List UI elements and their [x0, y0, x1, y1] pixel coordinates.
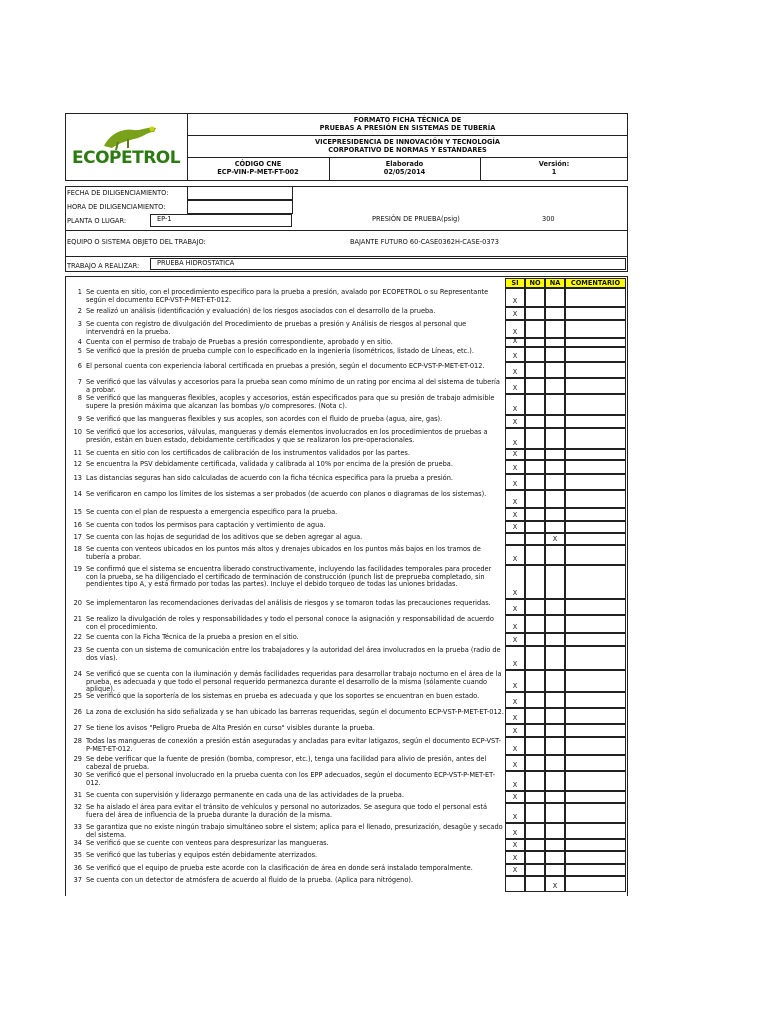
presion-value: 300: [542, 215, 555, 223]
comment-cell[interactable]: [565, 755, 626, 771]
checkbox-no[interactable]: [525, 460, 545, 474]
form-title-line1: FORMATO FICHA TÉCNICA DE: [353, 116, 462, 124]
checkbox-na[interactable]: [545, 307, 565, 320]
department-line2: CORPORATIVO DE NORMAS Y ESTÁNDARES: [328, 146, 487, 154]
checkbox-no[interactable]: [525, 755, 545, 771]
logo-wordmark: ECOPETROL: [72, 148, 181, 168]
check-mark-si: X: [512, 555, 518, 563]
checkbox-na[interactable]: [545, 708, 565, 724]
comment-cell[interactable]: [565, 288, 626, 307]
comment-cell[interactable]: [565, 599, 626, 615]
item-number: 23: [73, 646, 82, 654]
column-header-si: SI: [505, 278, 525, 288]
check-mark-si: X: [512, 698, 518, 706]
check-mark-si: X: [512, 297, 518, 305]
comment-cell[interactable]: [565, 521, 626, 533]
planta-value: EP-1: [157, 215, 172, 223]
item-text: Se verificó que el personal involucrado en la prueba cuenta con los EPP adecuados, según el documento ECP-VST-P-MET-ET-012.: [86, 771, 495, 787]
column-header-comentario: COMENTARIO: [565, 278, 626, 288]
column-header-na: NA: [545, 278, 565, 288]
item-number: 22: [73, 633, 82, 641]
checkbox-no[interactable]: [525, 851, 545, 864]
check-mark-si: X: [512, 464, 518, 472]
checkbox-na[interactable]: [545, 362, 565, 378]
comment-cell[interactable]: [565, 771, 626, 791]
checkbox-na[interactable]: [545, 803, 565, 823]
checkbox-na[interactable]: [545, 490, 565, 508]
checkbox-no[interactable]: [525, 378, 545, 394]
elaborado-label: Elaborado: [385, 160, 424, 168]
comment-cell[interactable]: [565, 633, 626, 646]
comment-cell[interactable]: [565, 864, 626, 876]
checkbox-na[interactable]: [545, 839, 565, 851]
checkbox-na[interactable]: [545, 692, 565, 708]
checkbox-na[interactable]: [545, 771, 565, 791]
item-text: La zona de exclusión ha sido señalizada y se han ubicado las barreras requeridas, según el documento ECP-VST-P-MET-ET-012.: [86, 708, 504, 716]
item-number: 32: [73, 803, 82, 811]
check-mark-si: X: [512, 337, 518, 345]
checkbox-na[interactable]: [545, 599, 565, 615]
checkbox-no[interactable]: [525, 708, 545, 724]
item-text: Se realizo la divulgación de roles y responsabilidades y todo el personal conoce la asignación y responsabilidad de acuerdo con el procedimiento.: [86, 615, 494, 631]
item-number: 15: [73, 508, 82, 516]
comment-cell[interactable]: [565, 320, 626, 338]
comment-cell[interactable]: [565, 378, 626, 394]
item-number: 5: [77, 347, 82, 355]
header-divider-h2: [187, 157, 628, 158]
checkbox-no[interactable]: [525, 864, 545, 876]
checkbox-na[interactable]: [545, 320, 565, 338]
item-number: 16: [73, 521, 82, 529]
checkbox-na[interactable]: [545, 851, 565, 864]
checkbox-si[interactable]: [505, 533, 525, 545]
equipo-label: EQUIPO O SISTEMA OBJETO DEL TRABAJO:: [67, 238, 206, 246]
check-mark-na: X: [552, 535, 558, 543]
item-number: 11: [73, 449, 82, 457]
checkbox-na[interactable]: [545, 378, 565, 394]
fecha-label: FECHA DE DILIGENCIAMIENTO:: [67, 189, 169, 197]
checkbox-na[interactable]: [545, 347, 565, 362]
item-number: 24: [73, 670, 82, 678]
checkbox-na[interactable]: [545, 823, 565, 839]
item-text: Se cuenta con todos los permisos para captación y vertimiento de agua.: [86, 521, 326, 529]
check-mark-na: X: [552, 882, 558, 890]
checkbox-na[interactable]: [545, 449, 565, 460]
checkbox-no[interactable]: [525, 692, 545, 708]
checkbox-si[interactable]: [505, 876, 525, 892]
elaborado-value: 02/05/2014: [383, 168, 426, 176]
item-text: Se verificó que se cuenta con la iluminación y demás facilidades requeridas para desarrollar trabajo nocturno en el área de la prueba, es adecuada y que todo el personal requerido permanezca durante el desarrollo de la misma (sólamente cuando aplique).: [86, 670, 502, 694]
checkbox-no[interactable]: [525, 508, 545, 521]
version-label: Versión:: [538, 160, 570, 168]
item-text: Se verificaron en campo los límites de los sistemas a ser probados (de acuerdo con planos o diagramas de los sistemas).: [86, 490, 487, 498]
item-text: Se cuenta con el plan de respuesta a emergencia especifico para la prueba.: [86, 508, 338, 516]
check-mark-si: X: [512, 727, 518, 735]
item-number: 10: [73, 428, 82, 436]
checkbox-na[interactable]: [545, 615, 565, 633]
header-divider-h1: [187, 135, 628, 136]
item-number: 25: [73, 692, 82, 700]
code-value: ECP-VIN-P-MET-FT-002: [217, 168, 299, 176]
checkbox-no[interactable]: [525, 449, 545, 460]
check-mark-si: X: [512, 310, 518, 318]
comment-cell[interactable]: [565, 508, 626, 521]
checkbox-na[interactable]: [545, 474, 565, 490]
department-line1: VICEPRESIDENCIA DE INNOVACIÓN Y TECNOLOGÍA: [315, 138, 500, 146]
item-number: 2: [77, 307, 82, 315]
checkbox-no[interactable]: [525, 565, 545, 599]
item-text: Se verificó que se cuente con venteos para despresurizar las mangueras.: [86, 839, 329, 847]
item-number: 4: [77, 338, 82, 346]
comment-cell[interactable]: [565, 692, 626, 708]
item-text: Se verificó que la presión de prueba cumple con lo especificado en la ingeniería (isométricos, listado de Líneas, etc.).: [86, 347, 474, 355]
item-number: 37: [73, 876, 82, 884]
checkbox-na[interactable]: [545, 864, 565, 876]
info-divider-1: [65, 230, 628, 231]
item-text: Se tiene los avisos "Peligro Prueba de Alta Presión en curso" visibles durante la prueba.: [86, 724, 375, 732]
item-text: Se cuenta con supervisión y liderazgo permanente en cada una de las actividades de la prueba.: [86, 791, 404, 799]
checkbox-no[interactable]: [525, 533, 545, 545]
item-text: Se verificó que las mangueras flexibles, acoples y accesorios, están especificados para que su presión de trabajo admisible supere la presión máxima que alcanzan las bombas y/o compresores. (Nota c).: [86, 394, 495, 410]
checkbox-na[interactable]: [545, 338, 565, 347]
checkbox-na[interactable]: [545, 670, 565, 692]
comment-cell[interactable]: [565, 724, 626, 737]
check-mark-si: X: [512, 793, 518, 801]
checkbox-no[interactable]: [525, 876, 545, 892]
comment-cell[interactable]: [565, 708, 626, 724]
item-number: 36: [73, 864, 82, 872]
checkbox-na[interactable]: [545, 288, 565, 307]
check-mark-si: X: [512, 682, 518, 690]
check-mark-si: X: [512, 352, 518, 360]
item-text: Se encuentra la PSV debidamente certificada, validada y calibrada al 10% por encima de la presión de prueba.: [86, 460, 453, 468]
item-text: Se cuenta con registro de divulgación del Procedimiento de pruebas a presión y Análisis de riesgos al personal que intervendrá en la prueba.: [86, 320, 467, 336]
item-text: Se cuenta con las hojas de seguridad de los aditivos que se deben agregar al agua.: [86, 533, 363, 541]
checkbox-no[interactable]: [525, 474, 545, 490]
comment-cell[interactable]: [565, 474, 626, 490]
comment-cell[interactable]: [565, 646, 626, 670]
comment-cell[interactable]: [565, 823, 626, 839]
checkbox-no[interactable]: [525, 823, 545, 839]
item-number: 8: [77, 394, 82, 402]
hora-field[interactable]: [187, 200, 293, 214]
item-number: 19: [73, 565, 82, 573]
checkbox-no[interactable]: [525, 394, 545, 415]
item-text: Se garantiza que no existe ningún trabajo simultáneo sobre el sistem; aplica para el llenado, presurización, desagüe y secado del sistema.: [86, 823, 503, 839]
comment-cell[interactable]: [565, 791, 626, 803]
comment-cell[interactable]: [565, 533, 626, 545]
item-number: 7: [77, 378, 82, 386]
checkbox-na[interactable]: [545, 724, 565, 737]
item-number: 20: [73, 599, 82, 607]
checkbox-no[interactable]: [525, 615, 545, 633]
check-mark-si: X: [512, 511, 518, 519]
item-number: 9: [77, 415, 82, 423]
checkbox-no[interactable]: [525, 771, 545, 791]
item-text: Todas las mangueras de conexión a presión están aseguradas y ancladas para evitar latigazos, según el documento ECP-VST-P-MET-ET-012.: [86, 737, 501, 753]
trabajo-value: PRUEBA HIDROSTATICA: [157, 259, 235, 267]
checkbox-no[interactable]: [525, 545, 545, 565]
checkbox-na[interactable]: [545, 633, 565, 646]
checkbox-no[interactable]: [525, 839, 545, 851]
checkbox-na[interactable]: [545, 521, 565, 533]
comment-cell[interactable]: [565, 460, 626, 474]
check-mark-si: X: [512, 405, 518, 413]
presion-label: PRESIÓN DE PRUEBA(psig): [372, 215, 460, 223]
checkbox-no[interactable]: [525, 307, 545, 320]
item-text: Se cuenta en sitio, con el procedimiento especifico para la prueba a presión, avalado por ECOPETROL o su Representante según el documento ECP-VST-P-MET-ET-012.: [86, 288, 489, 304]
checkbox-no[interactable]: [525, 428, 545, 449]
check-mark-si: X: [512, 714, 518, 722]
item-number: 27: [73, 724, 82, 732]
item-text: Cuenta con el permiso de trabajo de Pruebas a presión correspondiente, aprobado y en sitio.: [86, 338, 393, 346]
comment-cell[interactable]: [565, 338, 626, 347]
comment-cell[interactable]: [565, 876, 626, 892]
comment-cell[interactable]: [565, 803, 626, 823]
item-text: Se debe verificar que la fuente de presión (bomba, compresor, etc.), tenga una facilidad para alivio de presión, antes del cabezal de prueba.: [86, 755, 487, 771]
item-number: 18: [73, 545, 82, 553]
form-title-line2: PRUEBAS A PRESIÓN EN SISTEMAS DE TUBERÍA: [319, 124, 496, 132]
item-text: Se cuenta en sitio con los certificados de calibración de los instrumentos validados por las partes.: [86, 449, 410, 457]
comment-cell[interactable]: [565, 428, 626, 449]
checkbox-no[interactable]: [525, 670, 545, 692]
checkbox-no[interactable]: [525, 362, 545, 378]
comment-cell[interactable]: [565, 851, 626, 864]
check-mark-si: X: [512, 761, 518, 769]
check-mark-si: X: [512, 866, 518, 874]
version-value: 1: [551, 168, 557, 176]
comment-cell[interactable]: [565, 565, 626, 599]
checkbox-no[interactable]: [525, 633, 545, 646]
checkbox-na[interactable]: [545, 428, 565, 449]
check-mark-si: X: [512, 636, 518, 644]
check-mark-si: X: [512, 450, 518, 458]
check-mark-si: X: [512, 605, 518, 613]
item-number: 21: [73, 615, 82, 623]
item-number: 26: [73, 708, 82, 716]
checkbox-no[interactable]: [525, 724, 545, 737]
equipo-value: BAJANTE FUTURO 60-CASE0362H-CASE-0373: [350, 238, 499, 246]
item-number: 3: [77, 320, 82, 328]
checkbox-no[interactable]: [525, 347, 545, 362]
item-number: 31: [73, 791, 82, 799]
check-mark-si: X: [512, 745, 518, 753]
check-mark-si: X: [512, 368, 518, 376]
checkbox-no[interactable]: [525, 521, 545, 533]
item-text: Se verificó que las mangueras flexibles y sus acoples, son acordes con el fluido de prueba (agua, aire, gas).: [86, 415, 443, 423]
check-mark-si: X: [512, 841, 518, 849]
check-mark-si: X: [512, 328, 518, 336]
item-number: 28: [73, 737, 82, 745]
checkbox-no[interactable]: [525, 415, 545, 428]
comment-cell[interactable]: [565, 449, 626, 460]
check-mark-si: X: [512, 384, 518, 392]
item-text: Se verificó que las tuberías y equipos estén debidamente aterrizados.: [86, 851, 318, 859]
item-number: 1: [77, 288, 82, 296]
checkbox-na[interactable]: [545, 737, 565, 755]
checkbox-no[interactable]: [525, 646, 545, 670]
check-mark-si: X: [512, 418, 518, 426]
check-mark-si: X: [512, 589, 518, 597]
item-number: 14: [73, 490, 82, 498]
comment-cell[interactable]: [565, 307, 626, 320]
item-text: Se confirmó que el sistema se encuentra liberado constructivamente, incluyendo las facilidades temporales para proceder con la prueba, se ha diligenciado el certificado de terminación de construcción (punch list de preprueba completado, sin pendientes tipo A, y esta firmado por todas las partes). Incluye el debido torqueo de todas las uniones bridadas.: [86, 565, 492, 589]
comment-cell[interactable]: [565, 415, 626, 428]
check-mark-si: X: [512, 854, 518, 862]
checkbox-na[interactable]: [545, 646, 565, 670]
check-mark-si: X: [512, 660, 518, 668]
check-mark-si: X: [512, 623, 518, 631]
item-number: 12: [73, 460, 82, 468]
item-number: 29: [73, 755, 82, 763]
item-text: El personal cuenta con experiencia laboral certificada en pruebas a presión, según el documento ECP-VST-P-MET-ET-012.: [86, 362, 485, 370]
item-text: Se ha aislado el área para evitar el tránsito de vehículos y personal no autorizados. Se asegura que todo el personal está fuera del área de influencia de la prueba durante la duración de la misma.: [86, 803, 488, 819]
checkbox-no[interactable]: [525, 737, 545, 755]
comment-cell[interactable]: [565, 615, 626, 633]
fecha-field[interactable]: [187, 186, 293, 200]
checkbox-na[interactable]: [545, 545, 565, 565]
item-number: 35: [73, 851, 82, 859]
item-text: Se cuenta con la Ficha Técnica de la prueba a presion en el sitio.: [86, 633, 299, 641]
checkbox-na[interactable]: [545, 508, 565, 521]
item-text: Se verificó que la soportería de los sistemas en prueba es adecuada y que los soportes se encuentran en buen estado.: [86, 692, 480, 700]
column-header-no: NO: [525, 278, 545, 288]
checkbox-na[interactable]: [545, 415, 565, 428]
comment-cell[interactable]: [565, 670, 626, 692]
check-mark-si: X: [512, 498, 518, 506]
comment-cell[interactable]: [565, 490, 626, 508]
item-number: 17: [73, 533, 82, 541]
check-mark-si: X: [512, 480, 518, 488]
checkbox-na[interactable]: [545, 791, 565, 803]
check-mark-si: X: [512, 439, 518, 447]
checkbox-na[interactable]: [545, 460, 565, 474]
item-text: Se cuenta con un sistema de comunicación entre los trabajadores y la autoridad del área involucrados en la prueba (radio de dos vías).: [86, 646, 501, 662]
checkbox-no[interactable]: [525, 490, 545, 508]
ecopetrol-logo: [72, 120, 184, 176]
comment-cell[interactable]: [565, 737, 626, 755]
item-text: Las distancias seguras han sido calculadas de acuerdo con la ficha técnica especifica para la prueba a presión.: [86, 474, 453, 482]
checkbox-no[interactable]: [525, 320, 545, 338]
item-text: Se cuenta con un detector de atmósfera de acuerdo al fluido de la prueba. (Aplica para nitrógeno).: [86, 876, 414, 884]
comment-cell[interactable]: [565, 545, 626, 565]
code-label: CÓDIGO CNE: [234, 160, 282, 168]
item-number: 30: [73, 771, 82, 779]
comment-cell[interactable]: [565, 347, 626, 362]
checkbox-na[interactable]: [545, 755, 565, 771]
trabajo-label: TRABAJO A REALIZAR:: [67, 262, 140, 270]
planta-label: PLANTA O LUGAR:: [67, 217, 127, 225]
item-number: 34: [73, 839, 82, 847]
checkbox-no[interactable]: [525, 599, 545, 615]
item-text: Se verificó que los accesorios, válvulas, mangueras y demás elementos involucrados en los procedimientos de pruebas a presión, están en buen estado, debidamente certificados y que se realizaron los pre-operacionales.: [86, 428, 488, 444]
item-text: Se cuenta con venteos ubicados en los puntos más altos y drenajes ubicados en los puntos más bajos en los tramos de tubería a probar.: [86, 545, 481, 561]
item-number: 6: [77, 362, 82, 370]
comment-cell[interactable]: [565, 394, 626, 415]
item-text: Se verificó que las válvulas y accesorios para la prueba sean como mínimo de un rating por encima al del sistema de tubería a probar.: [86, 378, 500, 394]
item-number: 33: [73, 823, 82, 831]
comment-cell[interactable]: [565, 362, 626, 378]
check-mark-si: X: [512, 813, 518, 821]
comment-cell[interactable]: [565, 839, 626, 851]
item-text: Se verificó que el equipo de prueba este acorde con la clasificación de área en donde será instalado temporalmente.: [86, 864, 473, 872]
hora-label: HORA DE DILIGENCIAMIENTO:: [67, 203, 166, 211]
checkbox-no[interactable]: [525, 338, 545, 347]
check-mark-si: X: [512, 781, 518, 789]
check-mark-si: X: [512, 829, 518, 837]
item-text: Se implementaron las recomendaciones derivadas del análisis de riesgos y se tomaron todas las precauciones requeridas.: [86, 599, 491, 607]
checkbox-no[interactable]: [525, 288, 545, 307]
checkbox-na[interactable]: [545, 394, 565, 415]
item-text: Se realizó un análisis (identificación y evaluación) de los riesgos asociados con el desarrollo de la prueba.: [86, 307, 436, 315]
info-divider-2: [65, 256, 628, 257]
item-number: 13: [73, 474, 82, 482]
check-mark-si: X: [512, 523, 518, 531]
checkbox-no[interactable]: [525, 803, 545, 823]
checkbox-na[interactable]: [545, 565, 565, 599]
checkbox-no[interactable]: [525, 791, 545, 803]
